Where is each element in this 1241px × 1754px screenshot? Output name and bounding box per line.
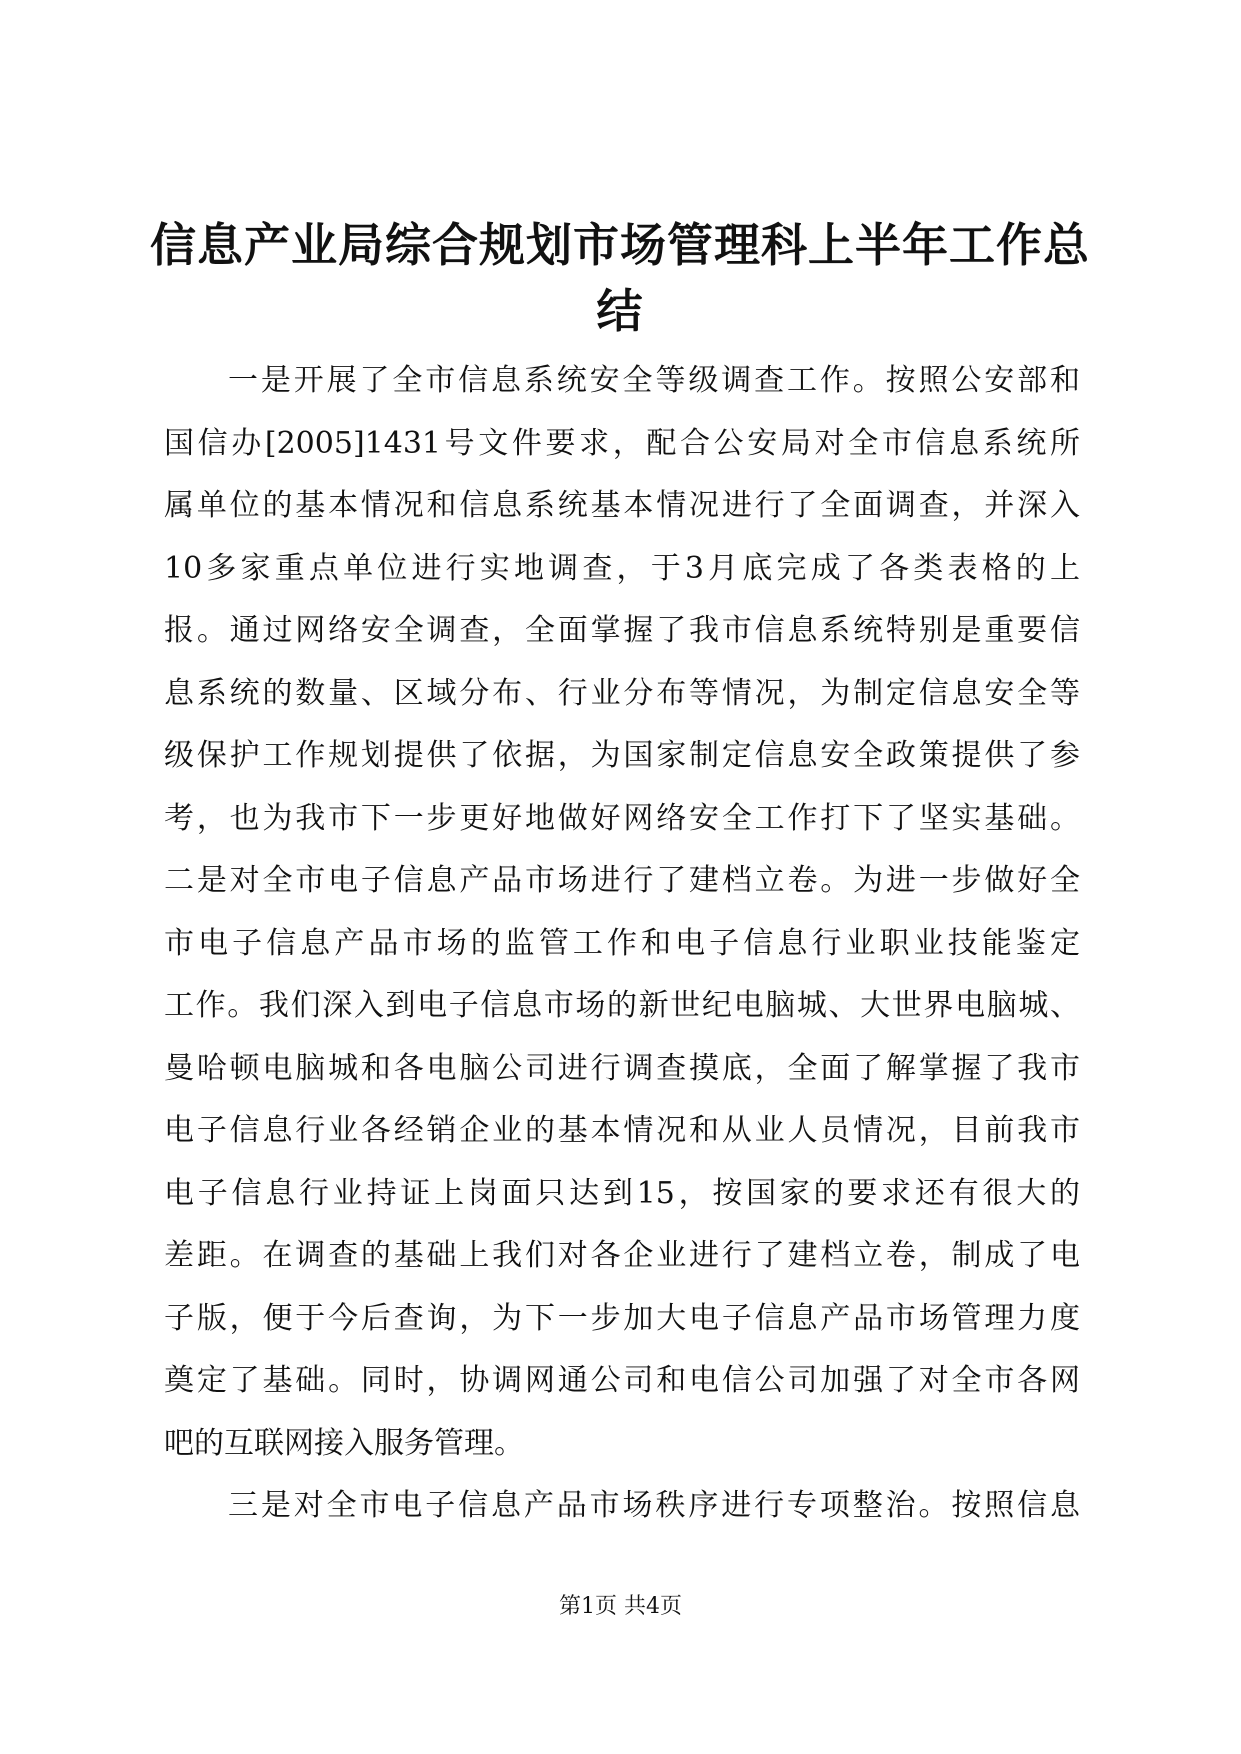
paragraph-line: 电子信息行业各经销企业的基本情况和从业人员情况，目前我市	[164, 1113, 1080, 1148]
paragraph-line: 差距。在调查的基础上我们对各企业进行了建档立卷，制成了电	[164, 1238, 1080, 1273]
paragraph-line: 电子信息行业持证上岗面只达到15，按国家的要求还有很大的	[164, 1175, 1080, 1211]
paragraph-line: 息系统的数量、区域分布、行业分布等情况，为制定信息安全等	[164, 675, 1080, 711]
paragraph-line: 二是对全市电子信息产品市场进行了建档立卷。为进一步做好全	[164, 863, 1080, 898]
paragraph-line: 工作。我们深入到电子信息市场的新世纪电脑城、大世界电脑城、	[164, 988, 1080, 1023]
paragraph-line: 10多家重点单位进行实地调查，于3月底完成了各类表格的上	[164, 550, 1080, 586]
page-footer: 第1页 共4页	[559, 1594, 682, 1619]
paragraph-line: 子版，便于今后查询，为下一步加大电子信息产品市场管理力度	[164, 1300, 1080, 1336]
paragraph-line: 报。通过网络安全调查，全面掌握了我市信息系统特别是重要信	[164, 613, 1080, 648]
paragraph-line: 考，也为我市下一步更好地做好网络安全工作打下了坚实基础。	[164, 800, 1080, 836]
paragraph-line: 奠定了基础。同时，协调网通公司和电信公司加强了对全市各网	[164, 1363, 1080, 1398]
paragraph-line: 曼哈顿电脑城和各电脑公司进行调查摸底，全面了解掌握了我市	[164, 1050, 1080, 1086]
paragraph-line: 市电子信息产品市场的监管工作和电子信息行业职业技能鉴定	[164, 925, 1080, 961]
paragraph-line: 属单位的基本情况和信息系统基本情况进行了全面调查，并深入	[164, 488, 1080, 523]
document-body	[164, 350, 1080, 1538]
paragraph-line: 级保护工作规划提供了依据，为国家制定信息安全政策提供了参	[164, 738, 1080, 773]
title-line-2: 结	[596, 284, 644, 338]
paragraph-line: 一是开展了全市信息系统安全等级调查工作。按照公安部和	[228, 363, 1080, 398]
paragraph-line: 国信办[2005]1431号文件要求，配合公安局对全市信息系统所	[164, 425, 1080, 461]
paragraph-2	[164, 1475, 1080, 1538]
paragraph-1	[164, 350, 1080, 1475]
title-line-1: 信息产业局综合规划市场管理科上半年工作总	[150, 218, 1090, 272]
paragraph-line: 三是对全市电子信息产品市场秩序进行专项整治。按照信息	[228, 1488, 1080, 1523]
document-title	[150, 212, 1090, 344]
paragraph-line: 吧的互联网接入服务管理。	[164, 1425, 524, 1461]
